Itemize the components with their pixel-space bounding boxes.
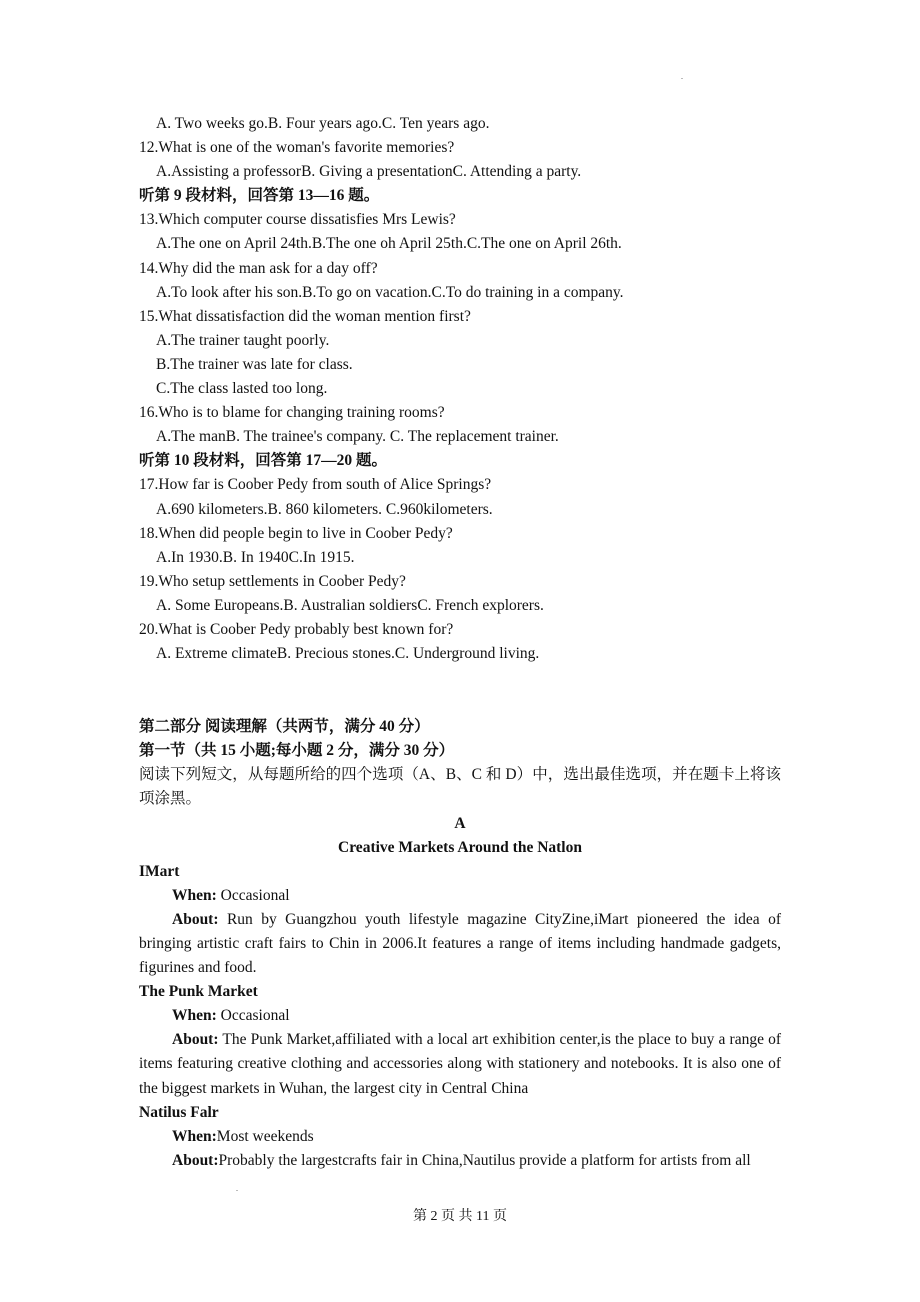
- question: 16.Who is to blame for changing training rooms?: [139, 404, 445, 422]
- market-about: [139, 1028, 781, 1100]
- when-value: Most weekends: [216, 1127, 314, 1145]
- market-name: IMart: [139, 862, 180, 880]
- about-text: Run by Guangzhou youth lifestyle magazine CityZine,iMart pioneered the idea of bringing artistic craft fairs to Chin in 2006.It features a range of items including handmade gadgets, figurines and food.: [139, 910, 781, 977]
- question: 20.What is Coober Pedy probably best known for?: [139, 620, 454, 638]
- answer-options: A. Some Europeans.B. Australian soldiersC. French explorers.: [156, 596, 544, 614]
- answer-options: A.The manB. The trainee's company. C. The replacement trainer.: [156, 428, 559, 446]
- market-about: [139, 908, 781, 980]
- page-footer: 第 2 页 共 11 页: [413, 1209, 507, 1224]
- market-when: [139, 1004, 781, 1028]
- answer-options: A.The trainer taught poorly.: [156, 331, 330, 349]
- question: 18.When did people begin to live in Coober Pedy?: [139, 524, 453, 542]
- market-entry: [139, 860, 781, 980]
- answer-options: A.690 kilometers.B. 860 kilometers. C.960kilometers.: [156, 500, 493, 518]
- when-label: When:: [172, 1127, 217, 1145]
- when-label: When:: [172, 1007, 217, 1025]
- market-about: [139, 1149, 781, 1173]
- market-entry: [139, 1101, 781, 1173]
- answer-options: A.Assisting a professorB. Giving a presentationC. Attending a party.: [156, 163, 582, 181]
- answer-options: A.In 1930.B. In 1940C.In 1915.: [156, 548, 355, 566]
- question: 17.How far is Coober Pedy from south of Alice Springs?: [139, 476, 492, 494]
- market-when: [139, 1125, 781, 1149]
- instructions: 阅读下列短文，从每题所给的四个选项（A、B、C 和 D）中，选出最佳选项，并在题卡上将该项涂黑。: [139, 766, 781, 808]
- answer-options: A.The one on April 24th.B.The one oh April 25th.C.The one on April 26th.: [156, 235, 622, 253]
- when-value: Occasional: [216, 886, 290, 904]
- question: 12.What is one of the woman's favorite memories?: [139, 139, 455, 157]
- section-heading: 听第 10 段材料，回答第 17—20 题。: [139, 452, 388, 470]
- passage-title: Creative Markets Around the Natlon: [338, 838, 582, 856]
- answer-options: A. Two weeks go.B. Four years ago.C. Ten years ago.: [156, 115, 490, 132]
- about-label: About:: [172, 1031, 219, 1049]
- question: 13.Which computer course dissatisfies Mrs Lewis?: [139, 211, 456, 229]
- market-when: [139, 884, 781, 908]
- section-title: 第一节（共 15 小题;每小题 2 分，满分 30 分）: [139, 742, 455, 760]
- speck: [236, 1190, 238, 1191]
- when-label: When:: [172, 886, 217, 904]
- market-entry: [139, 980, 781, 1100]
- question: 15.What dissatisfaction did the woman mention first?: [139, 307, 471, 325]
- answer-options: C.The class lasted too long.: [156, 380, 328, 398]
- passage-label: A: [454, 814, 466, 832]
- question: 19.Who setup settlements in Coober Pedy?: [139, 572, 406, 590]
- about-text: The Punk Market,affiliated with a local art exhibition center,is the place to buy a range of items featuring creative clothing and accessories along with stationery and notebooks. It is also one of the biggest markets in Wuhan, the largest city in Central China: [139, 1031, 781, 1097]
- market-name: The Punk Market: [139, 983, 258, 1001]
- when-value: Occasional: [216, 1007, 290, 1025]
- document-page: [139, 112, 781, 1173]
- market-name: Natilus Falr: [139, 1103, 219, 1121]
- about-label: About:: [172, 1151, 219, 1169]
- listening-section: [139, 112, 781, 666]
- markets-list: [139, 860, 781, 1173]
- answer-options: A. Extreme climateB. Precious stones.C. Underground living.: [156, 645, 540, 663]
- part-title: 第二部分 阅读理解（共两节，满分 40 分）: [139, 718, 430, 736]
- section-heading: 听第 9 段材料，回答第 13—16 题。: [139, 187, 380, 205]
- speck: [681, 78, 683, 79]
- answer-options: B.The trainer was late for class.: [156, 355, 353, 373]
- about-label: About:: [172, 910, 219, 928]
- question: 14.Why did the man ask for a day off?: [139, 259, 378, 277]
- answer-options: A.To look after his son.B.To go on vacation.C.To do training in a company.: [156, 283, 624, 301]
- about-text: Probably the largestcrafts fair in China,Nautilus provide a platform for artists from all: [218, 1151, 751, 1169]
